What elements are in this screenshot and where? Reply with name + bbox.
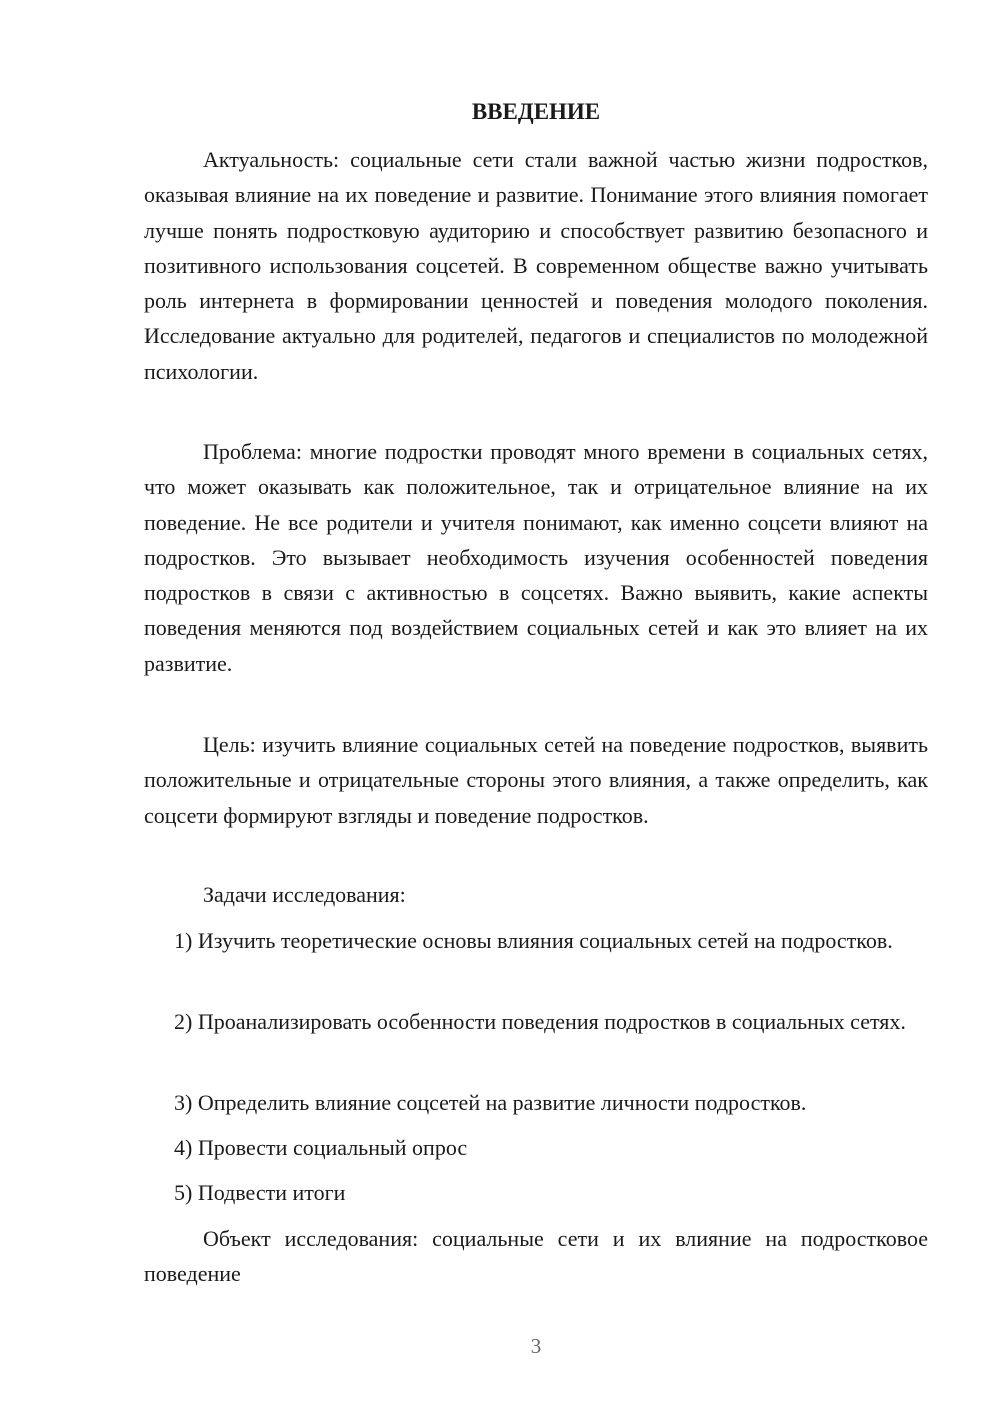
page-number: 3 (530, 1334, 542, 1358)
task-item: 2) Проанализировать особенности поведения подростков в социальных сетях. (174, 1009, 906, 1034)
task-item: 3) Определить влияние соцсетей на развитие личности подростков. (174, 1090, 807, 1115)
object-paragraph: Объект исследования: социальные сети и их влияние на подростковое поведение (144, 1226, 928, 1287)
page-title: ВВЕДЕНИЕ (471, 99, 601, 124)
task-item: 1) Изучить теоретические основы влияния социальных сетей на подростков. (174, 928, 893, 953)
task-item: 5) Подвести итоги (174, 1180, 346, 1205)
tasks-heading: Задачи исследования: (203, 882, 406, 907)
relevance-paragraph: Актуальность: социальные сети стали важной частью жизни подростков, оказывая влияние на их поведение и развитие. Понимание этого влияния помогает лучше понять подростковую аудиторию и способствует развитию безопасного и позитивного использования соцсетей. В современном обществе важно учитывать роль интернета в формировании ценностей и поведения молодого поколения. Исследование актуально для родителей, педагогов и специалистов по молодежной психологии. (144, 147, 928, 384)
task-item: 4) Провести социальный опрос (174, 1135, 468, 1160)
problem-paragraph: Проблема: многие подростки проводят много времени в социальных сетях, что может оказывать как положительное, так и отрицательное влияние на их поведение. Не все родители и учителя понимают, как именно соцсети влияют на подростков. Это вызывает необходимость изучения особенностей поведения подростков в связи с активностью в соцсетях. Важно выявить, какие аспекты поведения меняются под воздействием социальных сетей и как это влияет на их развитие. (144, 439, 928, 676)
goal-paragraph: Цель: изучить влияние социальных сетей на поведение подростков, выявить положительные и отрицательные стороны этого влияния, а также определить, как соцсети формируют взгляды и поведение подростков. (144, 732, 928, 828)
